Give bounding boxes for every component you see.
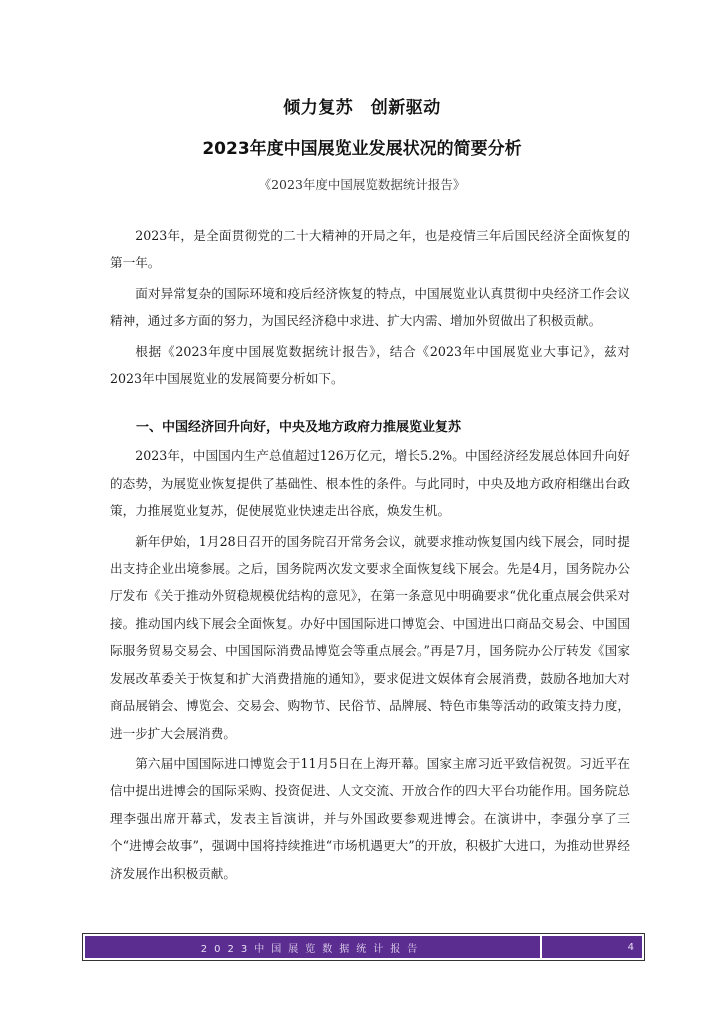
section-spacer [110, 395, 630, 415]
footer-report-label: 2023中国展览数据统计报告 [85, 936, 540, 958]
section-paragraph-2: 新年伊始，1月28日召开的国务院召开常务会议，就要求推动恢复国内线下展会，同时提出支持企业出境参展。之后，国务院两次发文要求全面恢复线下展会。先是4月，国务院办公厅发布《关于推动外贸稳规模优结构的意见》，在第一条意见中明确要求“优化重点展会供采对接。推动国内线下展会全面恢复。办好中国国际进口博览会、中国进出口商品交易会、中国国际服务贸易交易会、中国国际消费品博览会等重点展会。”再是7月，国务院办公厅转发《国家发展改革委关于恢复和扩大消费措施的通知》，要求促进文娱体育会展消费，鼓励各地加大对商品展销会、博览会、交易会、购物节、民俗节、品牌展、特色市集等活动的政策支持力度，进一步扩大会展消费。 [110, 533, 630, 741]
intro-paragraph-2: 面对异常复杂的国际环境和疫后经济恢复的特点，中国展览业认真贯彻中央经济工作会议精神，通过多方面的努力，为国民经济稳中求进、扩大内需、增加外贸做出了积极贡献。 [110, 285, 630, 329]
section-paragraph-1: 2023年，中国国内生产总值超过126万亿元，增长5.2%。中国经济经发展总体回升向好的态势，为展览业恢复提供了基础性、根本性的条件。与此同时，中央及地方政府相继出台政策，力推展览业复苏，促使展览业快速走出谷底，焕发生机。 [110, 448, 630, 519]
page-title: 倾力复苏 创新驱动 [283, 98, 441, 118]
document-body [110, 222, 630, 890]
intro-paragraph-3: 根据《2023年度中国展览数据统计报告》，结合《2023年中国展览业大事记》，兹对2023年中国展览业的发展简要分析如下。 [110, 343, 630, 387]
section-paragraph-3: 第六届中国国际进口博览会于11月5日在上海开幕。国家主席习近平致信祝贺。习近平在信中提出进博会的国际采购、投资促进、人文交流、开放合作的四大平台功能作用。国务院总理李强出席开幕式，发表主旨演讲，并与外国政要参观进博会。在演讲中，李强分享了三个“进博会故事”，强调中国将持续推进“市场机遇更大”的开放，积极扩大进口，为推动世界经济发展作出积极贡献。 [110, 755, 630, 881]
page-subtitle: 2023年度中国展览业发展状况的简要分析 [202, 139, 522, 159]
section-heading: 一、中国经济回升向好，中央及地方政府力推展览业复苏 [136, 420, 462, 436]
intro-paragraph-1: 2023年，是全面贯彻党的二十大精神的开局之年，也是疫情三年后国民经济全面恢复的第一年。 [110, 228, 630, 271]
source-reference: 《2023年度中国展览数据统计报告》 [258, 177, 466, 192]
page-number: 4 [542, 936, 642, 958]
page-footer [82, 933, 645, 961]
